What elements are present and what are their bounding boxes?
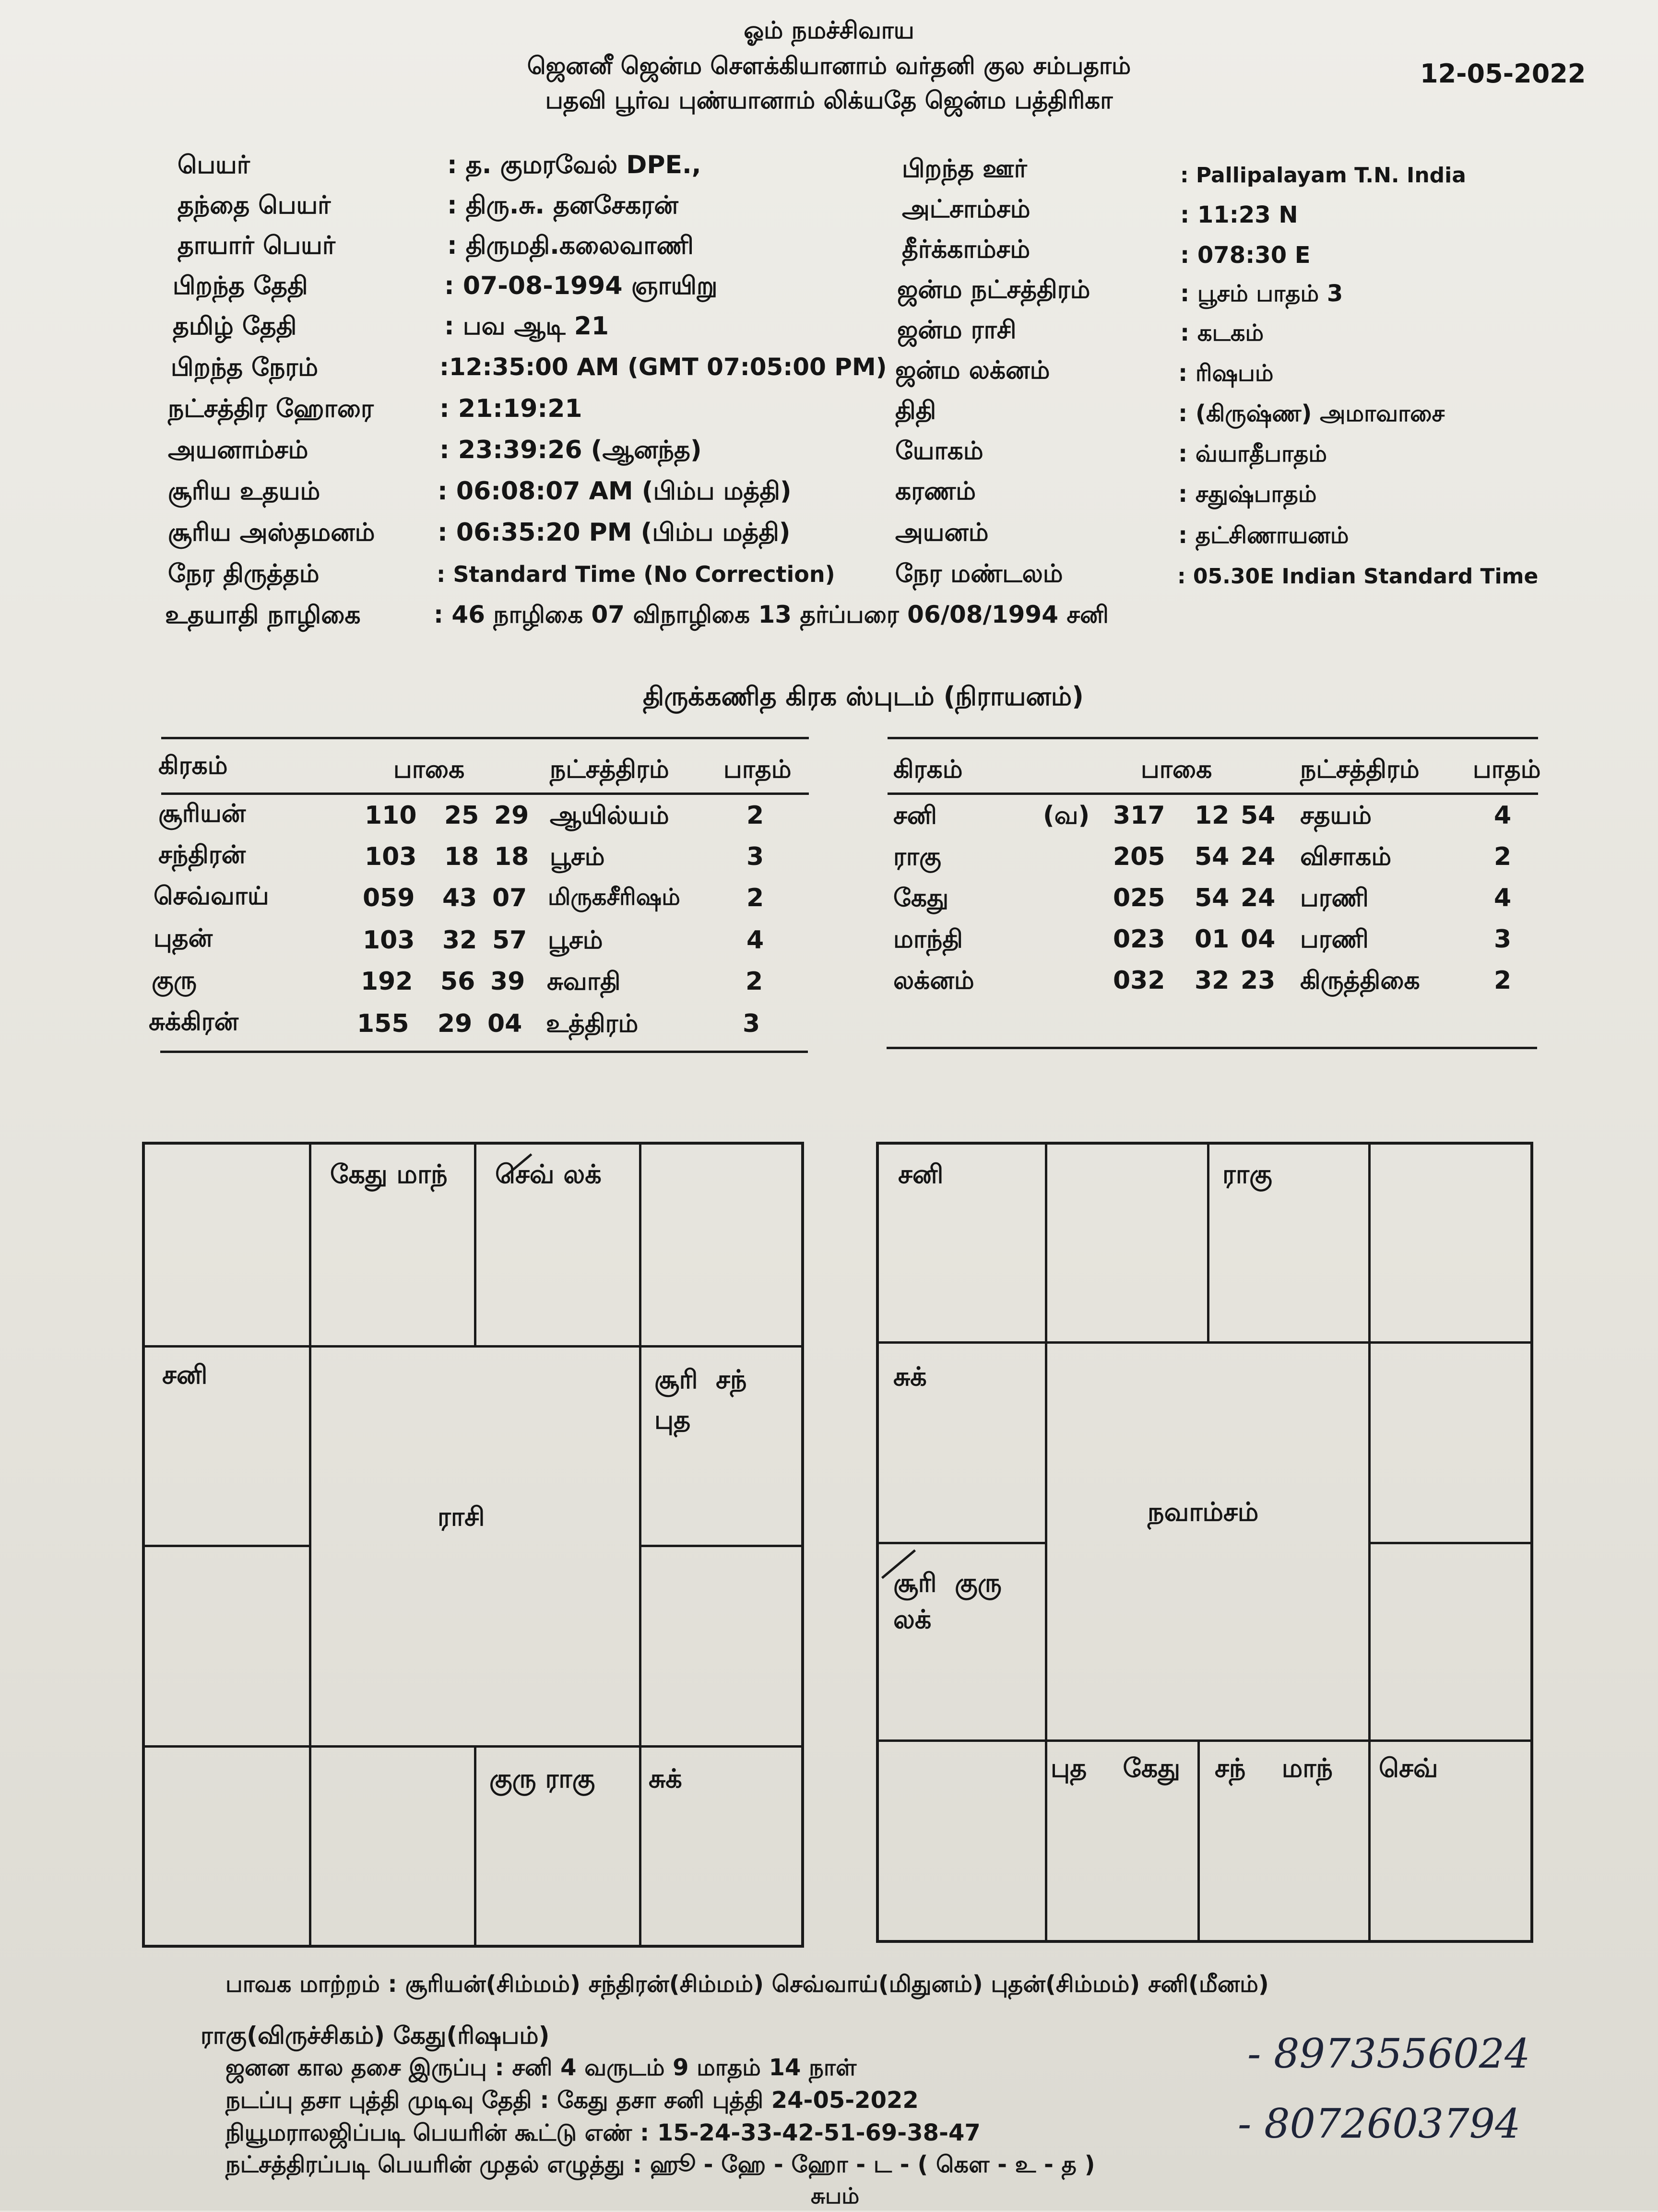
planet-min: 54 (1195, 884, 1230, 912)
planet-star: பூசம் (550, 842, 605, 871)
planet-pada: 2 (746, 801, 764, 830)
info-right-label: கரணம் (895, 477, 976, 506)
rasi-house-libra: குரு ராகு (489, 1763, 595, 1794)
planet-min: 18 (444, 842, 479, 871)
info-right-label: ஜன்ம நட்சத்திரம் (897, 275, 1090, 304)
table-rule (161, 737, 809, 739)
table-rule (888, 793, 1538, 795)
info-left-value: : 06:08:07 AM (பிம்ப மத்தி) (438, 477, 792, 506)
planet-star: மிருகசீரிஷம் (548, 884, 680, 911)
planet-sec: 57 (492, 926, 527, 955)
col-header-pada: பாதம் (1473, 755, 1541, 784)
info-right-value: : கடகம் (1180, 319, 1264, 346)
planet-name: குரு (152, 966, 197, 995)
planet-sec: 07 (492, 884, 527, 912)
info-left-label: தந்தை பெயர் (178, 191, 331, 220)
planet-pada: 4 (1494, 884, 1512, 912)
info-right-label: ஜன்ம ராசி (897, 316, 1017, 344)
planet-deg: 317 (1113, 801, 1165, 830)
navamsa-house-taurus: ராகு (1222, 1159, 1272, 1189)
planet-star: சுவாதி (547, 967, 621, 996)
planet-min: 32 (442, 926, 477, 955)
info-left-value: : த. குமரவேல் DPE., (447, 151, 701, 179)
bhava-change-line-2: ராகு(விருச்சிகம்) கேது(ரிஷபம்) (201, 2022, 550, 2049)
info-left-value: : 23:39:26 (ஆனந்த) (439, 436, 702, 464)
navamsa-house-capricorn: சூரி குரு லக் (893, 1568, 1002, 1634)
planet-sec: 24 (1241, 842, 1276, 871)
col-header-star: நட்சத்திரம் (550, 755, 669, 784)
info-left-label: பிறந்த நேரம் (171, 353, 319, 382)
planet-min: 43 (442, 884, 477, 912)
col-header-star: நட்சத்திரம் (1300, 755, 1420, 784)
udayadhi-label: உதயாதி நாழிகை (165, 601, 361, 629)
planet-pada: 4 (1494, 801, 1512, 830)
rasi-house-taurus: செவ் லக் (495, 1159, 602, 1189)
planet-name: சுக்கிரன் (149, 1007, 239, 1036)
auspicious-word: சுபம் (811, 2183, 860, 2209)
planet-deg: 103 (363, 926, 415, 955)
col-header-degree: பாகை (393, 755, 465, 784)
rasi-chart (142, 1142, 804, 1948)
planet-pada: 2 (746, 884, 764, 912)
info-left-label: தமிழ் தேதி (173, 312, 297, 341)
col-header-degree: பாகை (1141, 755, 1212, 784)
col-header-planet: கிரகம் (893, 755, 963, 784)
planet-star: உத்திரம் (546, 1009, 639, 1038)
col-header-pada: பாதம் (723, 755, 792, 784)
info-left-label: நேர திருத்தம் (168, 559, 320, 588)
info-right-value: : 05.30E Indian Standard Time (1177, 564, 1539, 589)
navamsa-house-virgo: செவ் (1379, 1753, 1438, 1783)
info-right-value: : Pallipalayam T.N. India (1180, 163, 1466, 188)
info-right-label: அயனம் (895, 518, 989, 547)
invocation-line: ஓம் நமச்சிவாய (744, 16, 914, 44)
info-left-label: அயனாம்சம் (168, 436, 308, 464)
table-rule (888, 737, 1538, 739)
info-right-value: : ரிஷபம் (1178, 360, 1274, 387)
info-right-value: : 078:30 E (1180, 242, 1311, 269)
info-right-label: யோகம் (895, 437, 983, 465)
info-left-value: : திரு.சு. தனசேகரன் (447, 191, 678, 220)
info-left-value: : பவ ஆடி 21 (444, 312, 609, 341)
handwritten-phone-1: - 8973556024 (1247, 2030, 1530, 2077)
planet-name: மாந்தி (893, 925, 963, 954)
planet-pada: 2 (1494, 966, 1512, 995)
planet-pada: 3 (1494, 925, 1512, 954)
planet-deg: 205 (1113, 842, 1165, 871)
info-right-label: தீர்க்காம்சம் (902, 235, 1030, 264)
table-rule (887, 1047, 1537, 1049)
navamsa-house-pisces: சனி (898, 1159, 944, 1189)
rasi-house-virgo: சுக் (649, 1763, 682, 1794)
udayadhi-value: : 46 நாழிகை 07 விநாழிகை 13 தர்ப்பரை 06/08/1994 சனி (434, 601, 1109, 628)
info-left-label: பெயர் (178, 151, 250, 179)
rasi-house-aries: கேது மாந் (330, 1159, 448, 1189)
planet-sec: 39 (490, 967, 525, 996)
info-right-label: ஜன்ம லக்னம் (895, 356, 1050, 385)
current-dasa: நடப்பு தசா புத்தி முடிவு தேதி : கேது தசா சனி புத்தி 24-05-2022 (225, 2087, 919, 2114)
navamsa-house-scorpio: புத கேது (1051, 1753, 1181, 1783)
planet-deg: 192 (361, 967, 413, 996)
name-first-letters: நட்சத்திரப்படி பெயரின் முதல் எழுத்து : ஹூ - ஹே - ஹோ - ட - ( கௌ - உ - த ) (225, 2151, 1095, 2178)
planet-min: 25 (444, 801, 479, 830)
info-left-value: : Standard Time (No Correction) (437, 561, 835, 587)
planet-star: கிருத்திகை (1300, 966, 1420, 995)
planet-sec: 04 (487, 1009, 522, 1038)
sloka-line-1: ஜெனனீ ஜென்ம சௌக்கியானாம் வர்தனி குல சம்பதாம் (527, 52, 1131, 80)
rasi-center-label: ராசி (438, 1502, 485, 1532)
info-right-label: திதி (895, 396, 936, 425)
dasa-balance: ஜனன கால தசை இருப்பு : சனி 4 வருடம் 9 மாதம் 14 நாள் (225, 2054, 857, 2081)
info-right-value: : (கிருஷ்ண) அமாவாசை (1178, 400, 1445, 427)
planet-pada: 2 (746, 967, 763, 996)
table-rule (160, 1051, 808, 1053)
info-left-label: பிறந்த தேதி (173, 272, 308, 300)
print-date: 12-05-2022 (1420, 59, 1586, 89)
planet-star: சதயம் (1300, 801, 1372, 830)
planet-deg: 025 (1113, 884, 1165, 912)
planet-name: சனி (893, 801, 937, 830)
planet-sec: 29 (494, 801, 529, 830)
planet-min: 32 (1195, 966, 1230, 995)
info-left-label: நட்சத்திர ஹோரை (168, 394, 374, 423)
info-left-label: சூரிய அஸ்தமனம் (168, 518, 375, 547)
bhava-change-line-1: பாவக மாற்றம் : சூரியன்(சிம்மம்) சந்திரன்(சிம்மம்) செவ்வாய்(மிதுனம்) புதன்(சிம்மம்) சனி(மீனம்) (225, 1971, 1269, 1998)
planet-pada: 3 (746, 842, 764, 871)
info-left-value: : 07-08-1994 ஞாயிறு (444, 272, 718, 300)
info-left-value: :12:35:00 AM (GMT 07:05:00 PM) (439, 353, 887, 381)
retrograde-mark: (வ) (1043, 801, 1090, 830)
planet-star: விசாகம் (1300, 842, 1392, 871)
planet-sec: 24 (1241, 884, 1276, 912)
planet-table-title: திருக்கணித கிரக ஸ்புடம் (நிராயனம்) (643, 681, 1084, 711)
planet-sec: 18 (494, 842, 529, 871)
info-right-value: : பூசம் பாதம் 3 (1180, 280, 1343, 307)
planet-star: பரணி (1300, 925, 1369, 954)
table-rule (161, 793, 809, 795)
planet-name: கேது (893, 884, 949, 912)
info-left-value: : 06:35:20 PM (பிம்ப மத்தி) (438, 518, 791, 547)
info-right-value: : சதுஷ்பாதம் (1178, 481, 1317, 508)
info-right-value: : 11:23 N (1180, 201, 1298, 228)
rasi-house-aquarius: சனி (162, 1360, 208, 1390)
planet-min: 56 (440, 967, 475, 996)
info-left-value: : 21:19:21 (439, 394, 582, 423)
planet-name: சந்திரன் (158, 840, 246, 869)
info-right-label: பிறந்த ஊர் (902, 154, 1027, 183)
planet-sec: 54 (1241, 801, 1276, 830)
rasi-house-cancer: சூரி சந் புத (654, 1364, 747, 1435)
planet-star: பரணி (1300, 884, 1369, 912)
planet-name: சூரியன் (158, 799, 246, 828)
planet-min: 29 (438, 1009, 473, 1038)
navamsa-chart (876, 1142, 1533, 1943)
sloka-line-2: பதவி பூர்வ புண்யானாம் லிக்யதே ஜென்ம பத்திரிகா (545, 86, 1113, 114)
planet-star: பூசம் (548, 926, 603, 955)
planet-sec: 23 (1241, 966, 1276, 995)
planet-name: லக்னம் (893, 966, 974, 995)
info-right-label: அட்சாம்சம் (902, 195, 1030, 224)
planet-deg: 103 (365, 842, 417, 871)
info-right-value: : தட்சிணாயனம் (1178, 522, 1349, 549)
planet-deg: 032 (1113, 966, 1165, 995)
navamsa-house-aquarius: சுக் (893, 1361, 927, 1392)
planet-pada: 2 (1494, 842, 1512, 871)
planet-sec: 04 (1241, 925, 1276, 954)
planet-deg: 155 (357, 1009, 409, 1038)
planet-name: செவ்வாய் (154, 882, 269, 911)
info-left-label: சூரிய உதயம் (168, 477, 320, 506)
navamsa-center-label: நவாம்சம் (1148, 1497, 1259, 1527)
planet-pada: 3 (743, 1009, 760, 1038)
planet-min: 01 (1195, 925, 1230, 954)
col-header-planet: கிரகம் (158, 751, 228, 780)
planet-name: ராகு (893, 842, 941, 871)
planet-pada: 4 (746, 926, 764, 955)
planet-deg: 023 (1113, 925, 1165, 954)
planet-min: 12 (1195, 801, 1230, 830)
info-left-value: : திருமதி.கலைவாணி (447, 231, 694, 260)
planet-name: புதன் (154, 924, 213, 953)
name-numerology: நியூமராலஜிப்படி பெயரின் கூட்டு எண் : 15-24-33-42-51-69-38-47 (225, 2119, 981, 2146)
handwritten-phone-2: - 8072603794 (1238, 2100, 1521, 2147)
planet-deg: 110 (365, 801, 417, 830)
info-right-label: நேர மண்டலம் (895, 559, 1063, 588)
planet-deg: 059 (363, 884, 415, 912)
planet-min: 54 (1195, 842, 1230, 871)
planet-star: ஆயில்யம் (550, 801, 669, 830)
info-left-label: தாயார் பெயர் (178, 231, 335, 260)
info-right-value: : வ்யாதீபாதம் (1178, 440, 1327, 467)
navamsa-house-libra: சந் மாந் (1215, 1753, 1333, 1783)
